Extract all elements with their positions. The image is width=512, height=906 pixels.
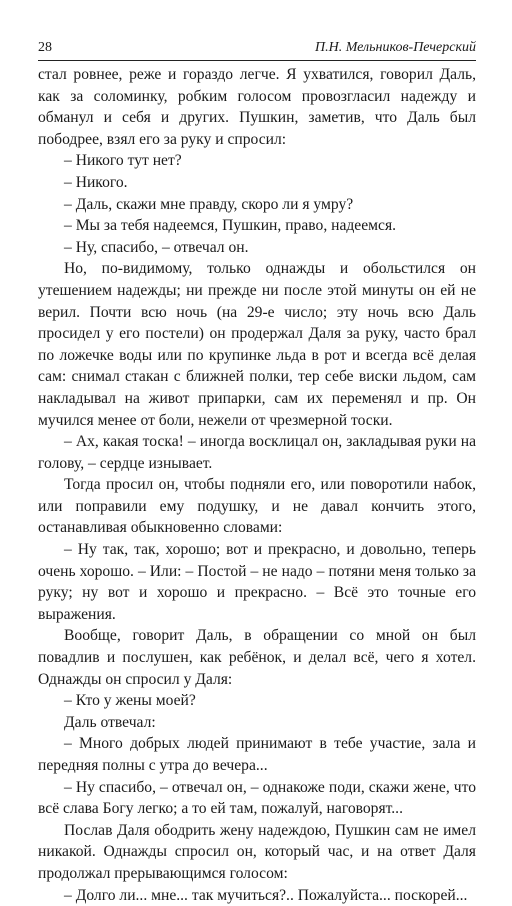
paragraph: – Ну, спасибо, – отвечал он. [64,238,249,256]
paragraph: Но, по-видимому, только однажды и обольстился он утешением надежды; ни прежде ни после этой минуты он ей не верил. Почти всю ночь (на 29-е число; эту ночь всю Даль просидел у его постели) он продержал Даля за руку, часто брал по ложечке воды или по крупинке льда в рот и всегда всё делая сам: снимал стакан с ближней полки, тер себе виски льдом, сам накладывал на живот припарки, сам их переменял и пр. Он мучился менее от боли, нежели от чрезмерной тоски. [38,260,476,429]
paragraph: – Никого тут нет? [64,152,182,170]
page-header [38,38,476,61]
paragraph: стал ровнее, реже и гораздо легче. Я ухватился, говорил Даль, как за соломинку, робким голосом провозгласил надежду и обманул и себя и других. Пушкин, заметив, что Даль был пободрее, взял его за руку и спросил: [38,66,476,148]
paragraph: – Даль, скажи мне правду, скоро ли я умру? [64,195,354,213]
paragraph: – Кто у жены моей? [64,692,196,710]
paragraph: Послав Даля ободрить жену надеждою, Пушкин сам не имел никакой. Однажды спросил он, который час, и на ответ Даля продолжал прерывающимся голосом: [38,821,476,882]
body-text [38,64,476,906]
paragraph: Вообще, говорит Даль, в обращении со мной он был повадлив и послушен, как ребёнок, и делал всё, чего я хотел. Однажды он спросил у Даля: [38,627,476,688]
paragraph: – Долго ли... мне... так мучиться?.. Пожалуйста... поскорей... [64,886,468,904]
paragraph: – Ну спасибо, – отвечал он, – однакоже поди, скажи жене, что всё слава Богу легко; а то ей там, пожалуй, наговорят... [38,778,476,818]
paragraph: – Мы за тебя надеемся, Пушкин, право, надеемся. [64,217,397,235]
paragraph: – Ну так, так, хорошо; вот и прекрасно, и довольно, теперь очень хорошо. – Или: – Постой – не надо – потяни меня только за руку; ну вот и хорошо и прекрасно. – Всё это точные его выражения. [38,541,476,623]
paragraph: – Много добрых людей принимают в тебе участие, зала и передняя полны с утра до вечера... [38,735,476,774]
paragraph: Тогда просил он, чтобы подняли его, или поворотили набок, или поправили ему подушку, и не давал кончить этого, останавливая обыкновенно словами: [38,476,476,537]
paragraph: Даль отвечал: [64,713,156,731]
paragraph: – Никого. [64,173,128,191]
running-head: П.Н. Мельников-Печерский [314,40,476,55]
page-number: 28 [38,40,52,55]
paragraph: – Ах, какая тоска! – иногда восклицал он, закладывая руки на голову, – сердце изнывает. [38,433,476,472]
